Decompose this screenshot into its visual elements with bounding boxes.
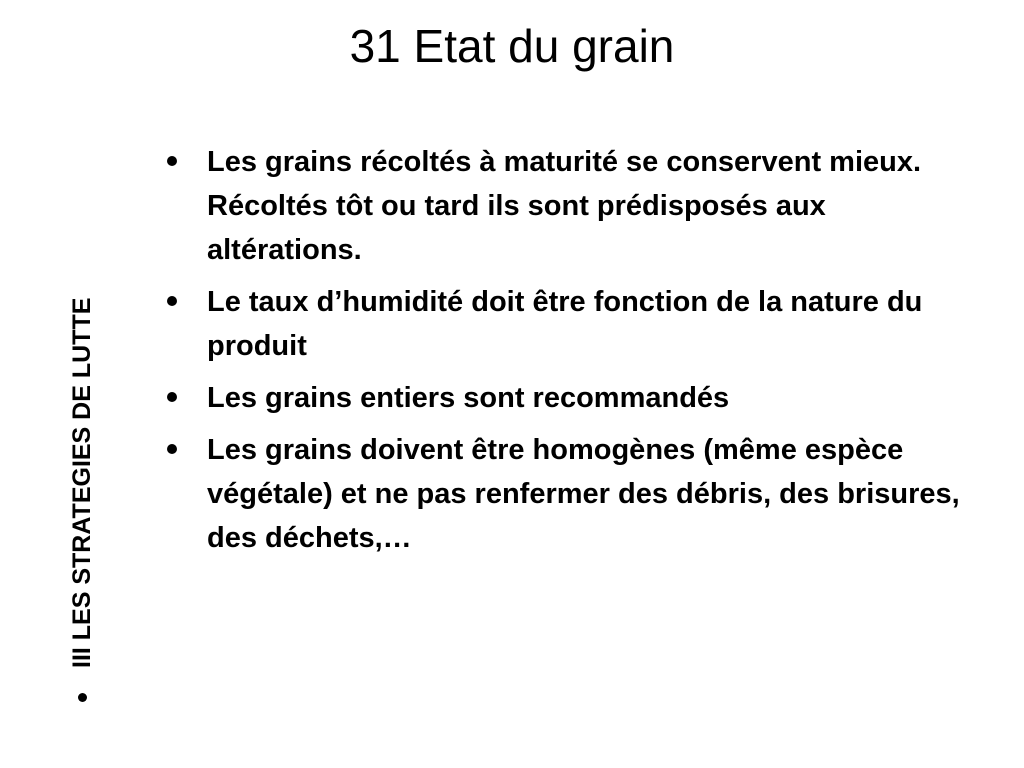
bullet-item [165,280,965,368]
bullet-text: Les grains entiers sont recommandés [207,382,730,414]
section-label-rotated [62,200,102,710]
bullet-dot-icon [167,392,177,402]
bullet-item [165,428,965,560]
bullet-dot-icon [167,296,177,306]
bullet-text: Les grains doivent être homogènes (même espèce végétale) et ne pas renfermer des débris, des brisures, des déchets,… [207,434,960,554]
section-label [62,200,102,710]
bullet-item [165,140,965,272]
bullet-item [165,376,965,420]
bullet-text: Les grains récoltés à maturité se conservent mieux. Récoltés tôt ou tard ils sont prédisposés aux altérations. [207,146,922,266]
slide-title: 31 Etat du grain [349,20,675,72]
section-label-text: III LES STRATEGIES DE LUTTE [67,297,96,668]
bullet-list [165,140,965,560]
bullet-text: Le taux d’humidité doit être fonction de la nature du produit [207,286,923,362]
bullet-dot-icon [167,156,177,166]
bullet-dot-icon [78,693,87,702]
slide-content [165,140,965,568]
bullet-dot-icon [167,444,177,454]
